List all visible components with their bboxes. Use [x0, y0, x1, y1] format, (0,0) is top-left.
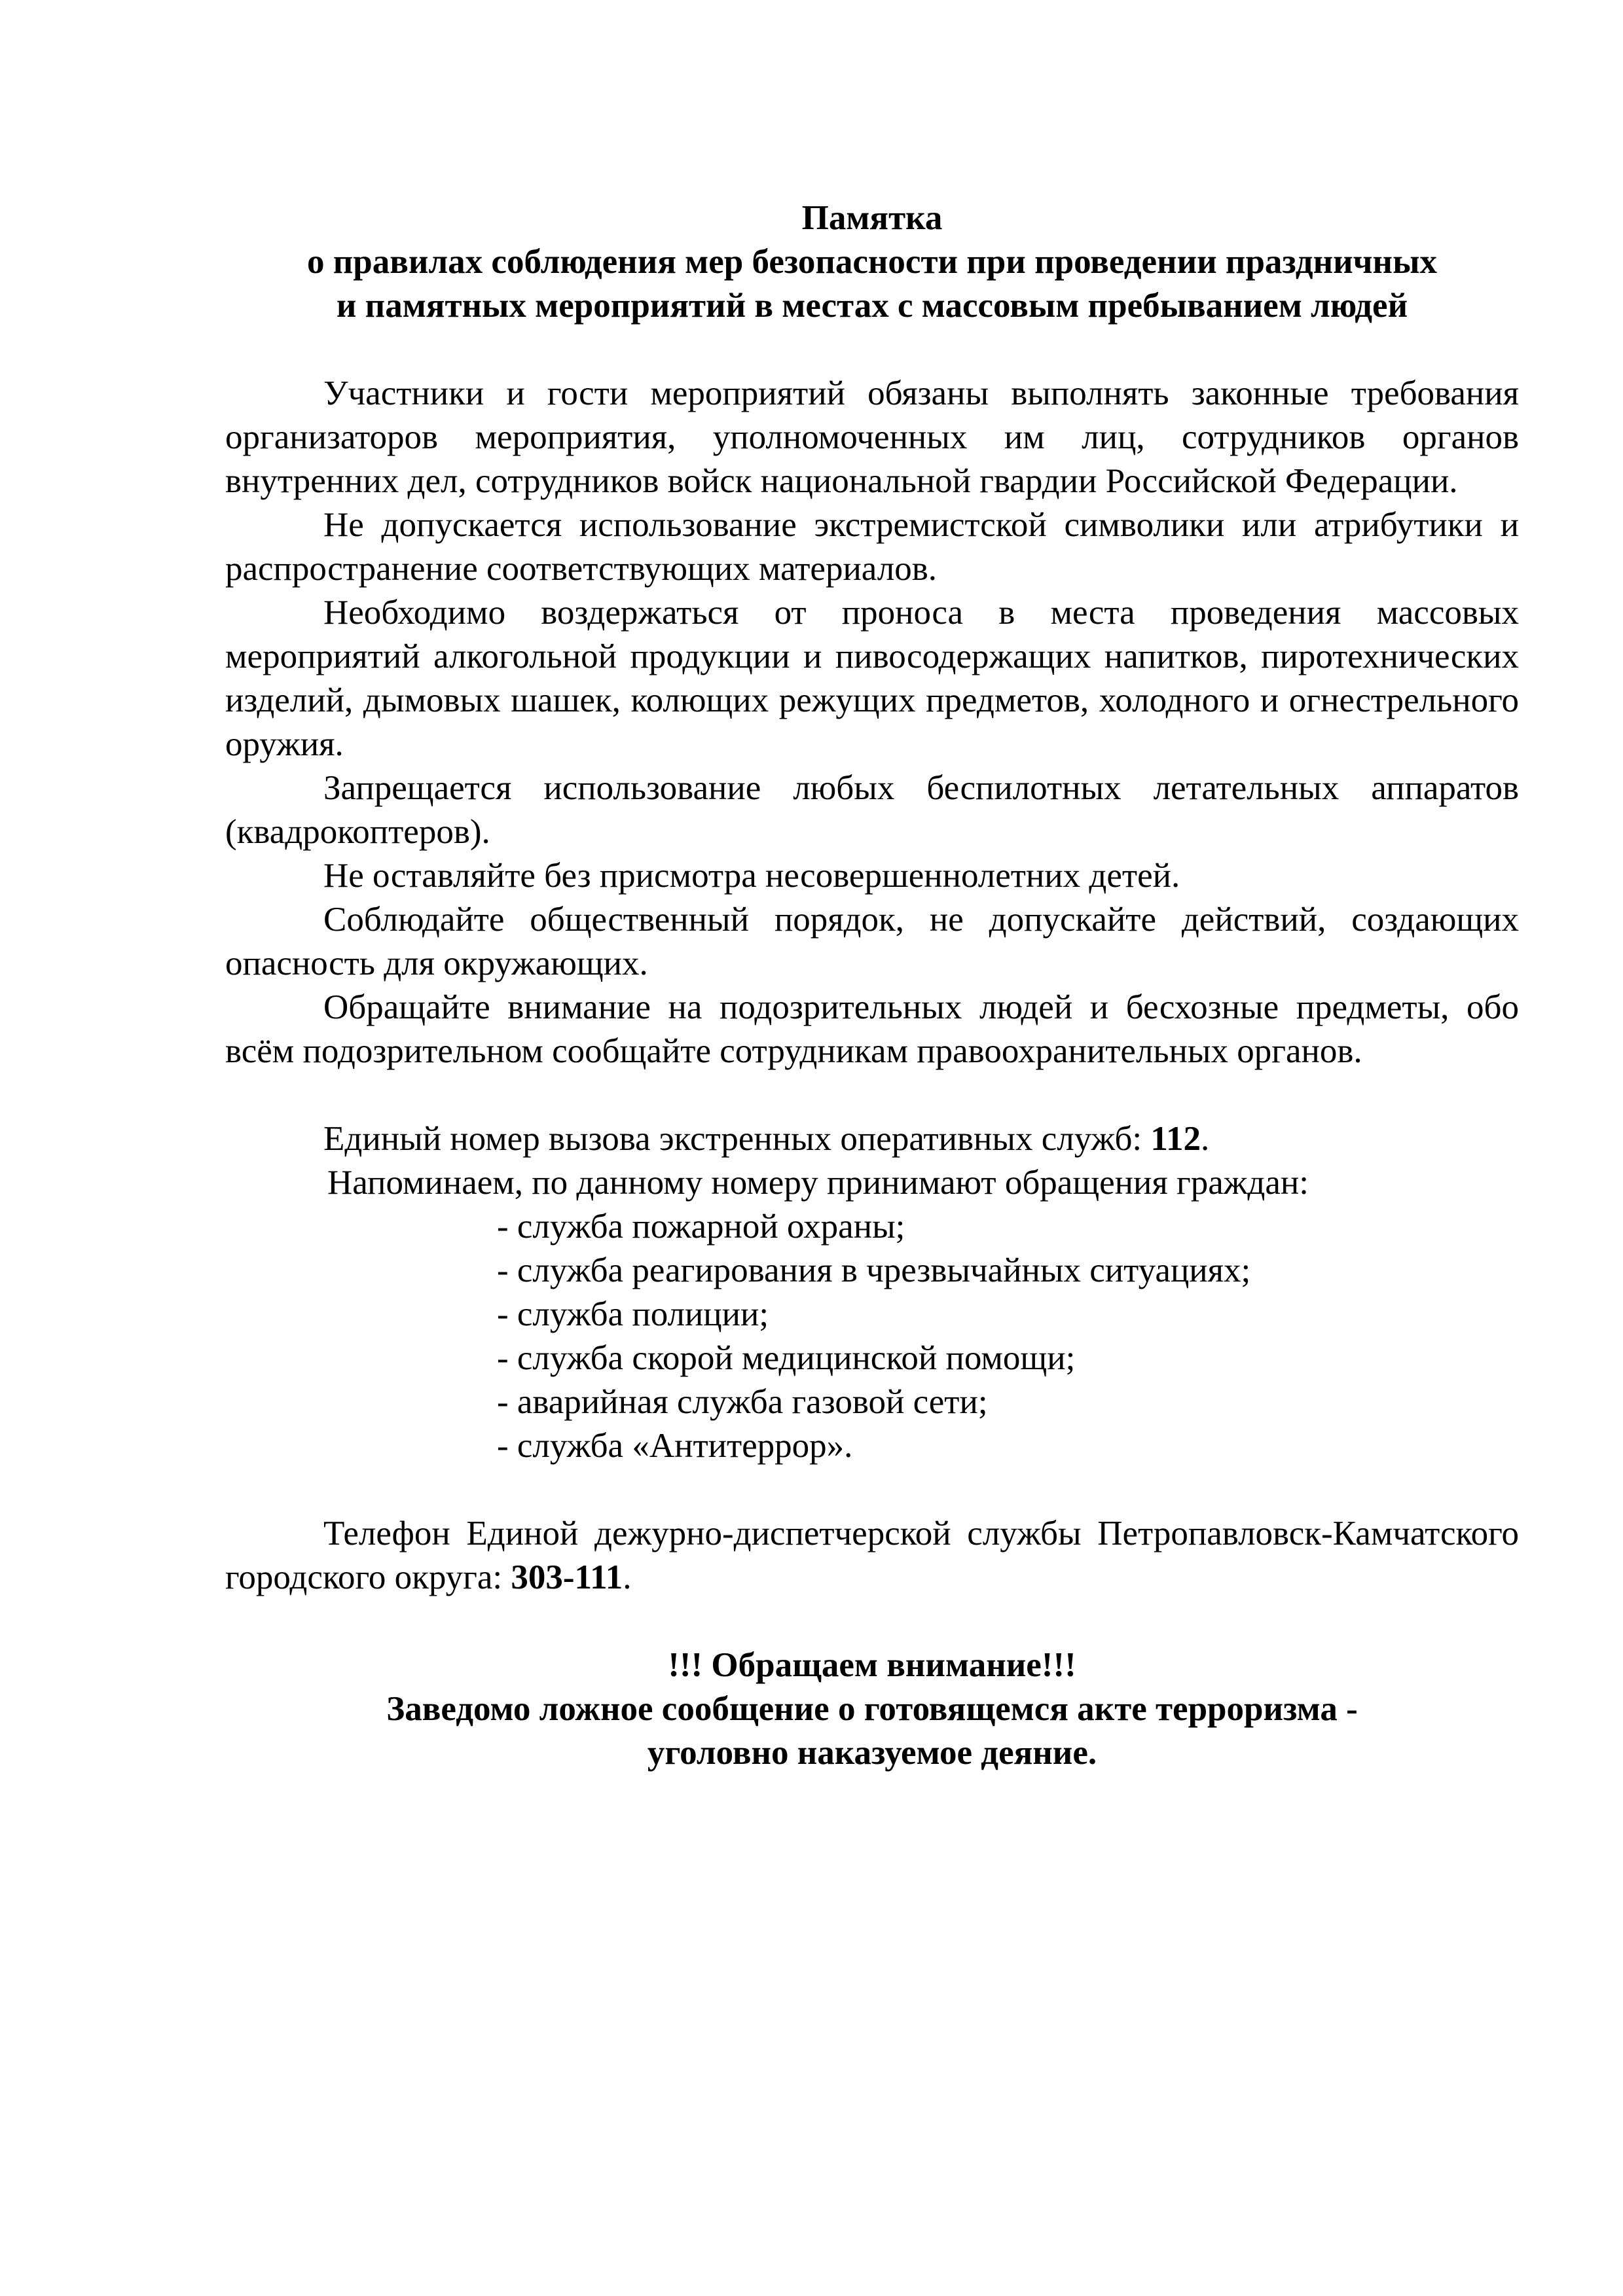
warning-block — [225, 1643, 1519, 1775]
warning-line-1: Заведомо ложное сообщение о готовящемся акте терроризма - — [386, 1690, 1358, 1728]
dispatch-suffix: . — [623, 1558, 632, 1596]
paragraph-prohibited-items: Необходимо воздержаться от проноса в места проведения массовых мероприятий алкогольной продукции и пивосодержащих напитков, пиротехнических изделий, дымовых шашек, колющих режущих предметов, холодного и огнестрельного оружия. — [225, 594, 1519, 763]
document-body — [225, 196, 1519, 1775]
emergency-number-line — [225, 1117, 1519, 1161]
service-item-emergency: - служба реагирования в чрезвычайных ситуациях; — [497, 1251, 1251, 1289]
services-list — [225, 1205, 1519, 1468]
dispatch-number: 303-111 — [511, 1558, 623, 1596]
service-item-antiterror: - служба «Антитеррор». — [497, 1427, 853, 1465]
emergency-suffix: . — [1200, 1120, 1210, 1158]
paragraph-children: Не оставляйте без присмотра несовершеннолетних детей. — [323, 857, 1180, 895]
emergency-number: 112 — [1150, 1120, 1201, 1158]
paragraph-suspicious: Обращайте внимание на подозрительных людей и бесхозные предметы, обо всём подозрительном сообщайте сотрудникам правоохранительных органов. — [225, 988, 1519, 1070]
title-heading: Памятка — [801, 199, 943, 237]
spacer — [225, 1468, 1519, 1512]
paragraph-drones: Запрещается использование любых беспилотных летательных аппаратов (квадрокоптеров). — [225, 769, 1519, 851]
warning-line-2: уголовно наказуемое деяние. — [647, 1734, 1097, 1772]
dispatch-paragraph — [225, 1512, 1519, 1600]
title-subheading-line-2: и памятных мероприятий в местах с массовым пребыванием людей — [336, 287, 1408, 325]
service-item-gas: - аварийная служба газовой сети; — [497, 1383, 988, 1421]
service-item-ambulance: - служба скорой медицинской помощи; — [497, 1339, 1076, 1377]
warning-heading: !!! Обращаем внимание!!! — [668, 1646, 1076, 1684]
dispatch-text: Телефон Единой дежурно-диспетчерской службы Петропавловск-Камчатского городского округа: — [225, 1515, 1519, 1596]
emergency-text: Единый номер вызова экстренных оперативных служб: — [323, 1120, 1151, 1158]
spacer — [225, 1600, 1519, 1643]
reminder-line: Напоминаем, по данному номеру принимают обращения граждан: — [327, 1164, 1309, 1202]
document-title — [225, 196, 1519, 328]
title-subheading-line-1: о правилах соблюдения мер безопасности при проведении праздничных — [307, 243, 1437, 281]
paragraph-requirements: Участники и гости мероприятий обязаны выполнять законные требования организаторов мероприятия, уполномоченных им лиц, сотрудников органов внутренних дел, сотрудников войск национальной гвардии Российской Федерации. — [225, 374, 1519, 500]
paragraph-public-order: Соблюдайте общественный порядок, не допускайте действий, создающих опасность для окружающих. — [225, 901, 1519, 982]
paragraph-extremist-symbols: Не допускается использование экстремистской символики или атрибутики и распространение соответствующих материалов. — [225, 506, 1519, 588]
service-item-police: - служба полиции; — [497, 1295, 769, 1333]
service-item-fire: - служба пожарной охраны; — [497, 1208, 905, 1246]
spacer — [225, 1073, 1519, 1117]
spacer — [225, 328, 1519, 372]
